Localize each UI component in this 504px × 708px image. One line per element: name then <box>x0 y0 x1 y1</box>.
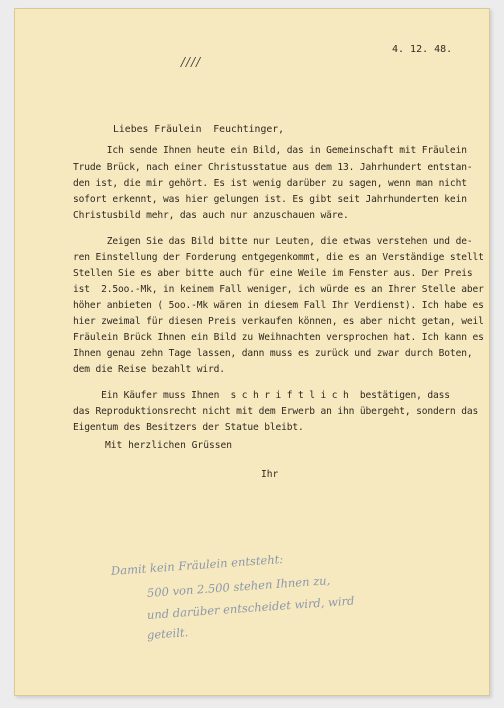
body-line: Ein Käufer muss Ihnen s c h r i f t l i c h bestätigen, dass <box>73 390 450 401</box>
note-line: und darüber entscheidet wird, wird <box>146 593 355 622</box>
body-line: Fräulein Brück Ihnen ein Bild zu Weihnachten versprochen hat. Ich kann es <box>73 332 484 343</box>
note-line: geteilt. <box>146 625 189 642</box>
body-line: ist 2.5oo.-Mk, in keinem Fall weniger, ich würde es an Ihrer Stelle aber <box>73 284 484 295</box>
closing: Mit herzlichen Grüssen <box>105 440 233 451</box>
body-line: Ich sende Ihnen heute ein Bild, das in Gemeinschaft mit Fräulein <box>73 145 467 156</box>
body-line: dem die Reise bezahlt wird. <box>73 364 225 375</box>
body-line: sofort erkennt, was hier gelungen ist. Es gibt seit Jahrhunderten kein <box>73 194 467 205</box>
letter-date: 4. 12. 48. <box>392 44 453 55</box>
signature: Ihr <box>261 469 279 480</box>
note-line: 500 von 2.500 stehen Ihnen zu, <box>146 573 331 600</box>
body-line: Christusbild mehr, das auch nur anzuschauen wäre. <box>73 210 349 221</box>
body-line: Zeigen Sie das Bild bitte nur Leuten, die etwas verstehen und de- <box>73 236 473 247</box>
body-line: Ihnen genau zehn Tage lassen, dann muss es zurück und zwar durch Boten, <box>73 348 473 359</box>
body-line: Stellen Sie es aber bitte auch für eine Weile im Fenster aus. Der Preis <box>73 268 473 279</box>
body-line: den ist, die mir gehört. Es ist wenig darüber zu sagen, wenn man nicht <box>73 178 467 189</box>
body-line: hier zweimal für diesen Preis verkaufen können, es aber nicht getan, weil <box>73 316 484 327</box>
handwritten-mark: //// <box>181 55 202 69</box>
body-line: Eigentum des Besitzers der Statue bleibt. <box>73 422 304 433</box>
body-line: höher anbieten ( 5oo.-Mk wären in diesem Fall Ihr Verdienst). Ich habe es <box>73 300 484 311</box>
letter-sheet <box>14 8 490 696</box>
salutation: Liebes Fräulein Feuchtinger, <box>113 124 285 135</box>
body-line: das Reproduktionsrecht nicht mit dem Erwerb an ihn übergeht, sondern das <box>73 406 479 417</box>
note-line: Damit kein Fräulein entsteht: <box>110 551 284 578</box>
body-line: ren Einstellung der Forderung entgegenkommt, die es an Verständige stellt <box>73 252 484 263</box>
body-line: Trude Brück, nach einer Christusstatue aus dem 13. Jahrhundert entstan- <box>73 162 473 173</box>
